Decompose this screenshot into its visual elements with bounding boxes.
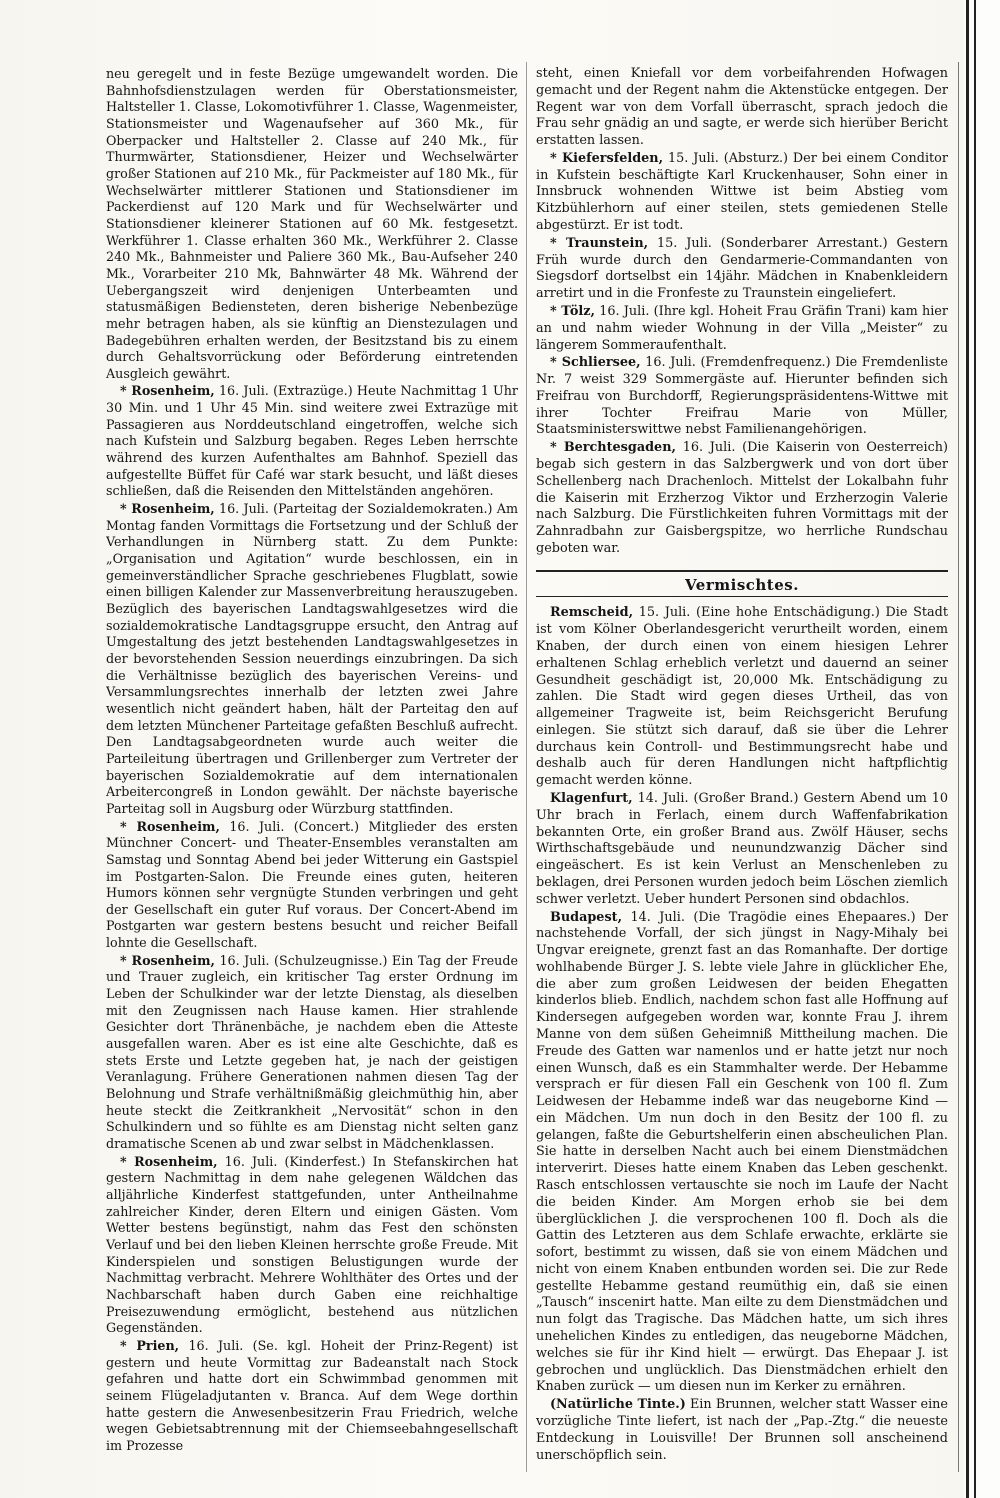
article-continuation: neu geregelt und in feste Bezüge umgewandelt worden. Die Bahnhofsdienstzulagen werden für Oberstationsmeister, Haltsteller 1. Classe, Lokomotivführer 1. Classe, Wagenmeister, Stationsmeister und Wagenaufseher auf 360 Mk., für Oberpacker und Haltsteller 2. Classe auf 240 Mk., für Thurmwärter, Stationsdiener, Heizer und Wechselwärter großer Stationen auf 210 Mk., für Packmeister auf 180 Mk., für Wechselwärter mittlerer Stationen und Stationsdiener im Packerdienst auf 120 Mark und für Wechselwärter und Stationsdiener kleinerer Stationen auf 60 Mk. festgesetzt. Werkführer 1. Classe erhalten 360 Mk., Werkführer 2. Classe 240 Mk., Bahnmeister und Paliere 360 Mk., Bau-Aufseher 240 Mk., Vorarbeiter 210 Mk, Bahnwärter 48 Mk. Während der Uebergangszeit wird denjenigen Unterbeamten und statusmäßigen Bediensteten, deren bisherige Nebenbezüge mehr betragen haben, als sie künftig an Dienstezulagen und Badegebühren erhalten werden, der Besitzstand bis zu einem durch Gehaltsvorrückung oder Beförderung eintretenden Ausgleich gewährt. <box>106 66 518 381</box>
article-dateline: * Schliersee, <box>550 355 641 371</box>
article-rosenheim-parteitag <box>106 501 518 817</box>
article-dateline: * Berchtesgaden, <box>550 440 676 456</box>
article-traunstein <box>536 236 948 303</box>
article-body: 14. Juli. (Die Tragödie eines Ehepaares.) Der nachstehende Vorfall, der sich jüngst in Nagy-Mihaly bei Ungvar ereignete, grenzt fast an das Romanhafte. Der dortige wohlhabende Bürger J. S. lebte viele Jahre in glücklicher Ehe, die aber zum großen Leidwesen der beiden Ehegatten kinderlos blieb. Endlich, nachdem schon fast alle Hoffnung auf Kindersegen aufgegeben worden war, konnte Frau J. ihrem Manne von dem süßen Geheimniß Mittheilung machen. Die Freude des Gatten war namenlos und er hatte jetzt nur noch einen Wunsch, daß es ein Stammhalter werde. Der Hebamme versprach er für diesen Fall ein Geschenk von 100 fl. Zum Leidwesen der Hebamme indeß war das neugeborne Kind — ein Mädchen. Um nun doch in den Besitz der 100 fl. zu gelangen, faßte die Geburtshelferin einen abscheulichen Plan. Sie hatte in derselben Nacht auch bei einem Dienstmädchen interverirt. Dieses hatte einem Knaben das Leben geschenkt. Rasch entschlossen vertauschte sie noch im Laufe der Nacht die beiden Kinder. Am Morgen erhob sie bei dem überglücklichen J. die versprochenen 100 fl. Doch als die Gattin des Letzteren aus dem Schlafe erwachte, erklärte sie sofort, bestimmt zu wissen, daß sie von einem Mädchen und nicht von einem Knaben entbunden worden sei. Die zur Rede gestellte Hebamme gestand reumüthig ein, daß sie einen „Tausch“ inscenirt hatte. Man eilte zu dem Dienstmädchen und nun folgt das Tragische. Das Mädchen hatte, um sich ihres unehelichen Kindes zu entledigen, das neugeborne Mädchen, welches sie für ihr Kind hielt — erwürgt. Das Ehepaar J. ist gebrochen und unglücklich. Das Dienstmädchen erhielt den Knaben zurück — um diesen nun im Kerker zu ernähren. <box>536 909 948 1395</box>
article-body: 16. Juli. (Parteitag der Sozialdemokraten.) Am Montag fanden Vormittags die Fortsetzung und der Schluß der Verhandlungen in Nürnberg statt. Zu dem Punkte: „Organisation und Agitation“ wurde beschlossen, ein in gemeinverständlicher Sprache geschriebenes Flugblatt, sowie einen billigen Kalender zur Massenverbreitung herauszugeben. Bezüglich des bayerischen Landtagswahlgesetzes wird die sozialdemokratische Landtagsgruppe ersucht, den Antrag auf Umgestaltung des jetzt bestehenden Landtagswahlgesetzes in der bevorstehenden Session neuerdings einzubringen. Da sich die Verhältnisse bezüglich des bayerischen Vereins- und Versammlungsrechtes innerhalb der letzten zwei Jahre wesentlich nicht geändert haben, hält der Parteitag den auf dem letzten Münchener Parteitage gefaßten Beschluß aufrecht. Den Landtagsabgeordneten wurde auch weiter die Parteileitung übertragen und Grillenberger zum Vertreter der bayerischen Sozialdemokratie auf dem internationalen Arbeitercongreß in London gewählt. Der nächste bayerische Parteitag soll in Augsburg oder Würzburg stattfinden. <box>106 501 518 816</box>
section-heading: Vermischtes. <box>536 570 948 598</box>
article-schliersee <box>536 355 948 439</box>
column-divider <box>526 62 527 1472</box>
article-rosenheim-schulzeugnisse <box>106 953 518 1153</box>
article-dateline: (Natürliche Tinte.) <box>550 1397 686 1413</box>
article-remscheid <box>536 605 948 790</box>
article-body: 15. Juli. (Absturz.) Der bei einem Conditor in Kufstein beschäftigte Karl Kruckenhauser, Sohn einer in Innsbruck wohnenden Wittwe ist beim Abstieg vom Kitzbühlerhorn auf einer steilen, stets gemiedenen Stelle abgestürzt. Er ist todt. <box>536 150 948 234</box>
right-column <box>536 66 948 1478</box>
article-budapest <box>536 910 948 1397</box>
article-body: 16. Juli. (Ihre kgl. Hoheit Frau Gräfin Trani) kam hier an und nahm wieder Wohnung in der Villa „Meister“ zu längerem Sommeraufenthalt. <box>536 303 948 353</box>
article-klagenfurt <box>536 791 948 908</box>
binding-edge-line <box>966 0 969 1498</box>
article-prien <box>106 1338 518 1455</box>
article-dateline: Budapest, <box>550 909 623 925</box>
article-continuation: steht, einen Kniefall vor dem vorbeifahrenden Hofwagen gemacht und der Regent nahm die Aktenstücke entgegen. Der Regent war von dem Vorfall überrascht, sprach jedoch die Frau sehr gnädig an und sagte, er werde sich hierüber Bericht erstatten lassen. <box>536 66 948 149</box>
article-body: 16. Juli. (Schulzeugnisse.) Ein Tag der Freude und Trauer zugleich, ein kritischer Tag erster Ordnung im Leben der Schulkinder war der letzte Dienstag, als dieselben mit den Zeugnissen nach Hause kamen. Hier strahlende Gesichter dort Thränenbäche, je nachdem eben die Atteste ausgefallen waren. Aber es ist eine alte Geschichte, daß es stets Erste und Letzte gegeben hat, je nach der geistigen Veranlagung. Frühere Generationen nahmen diesen Tag der Belohnung und Strafe verhältnißmäßig gleichmüthig hin, aber heute steckt die Zeitkrankheit „Nervosität“ schon in den Schulkindern und so fühlte es am Dienstag nicht selten ganz dramatische Scenen ab und zwar selbst in Mädchenklassen. <box>106 952 518 1151</box>
article-dateline: Klagenfurt, <box>550 791 633 807</box>
article-dateline: * Prien, <box>120 1337 180 1353</box>
article-rosenheim-concert <box>106 819 518 952</box>
article-body: 15. Juli. (Eine hohe Entschädigung.) Die Stadt ist vom Kölner Oberlandesgericht verurtheilt worden, einem Knaben, der durch einen von einem hiesigen Lehrer erhaltenen Schlag erheblich verletzt und dauernd an seiner Gesundheit geschädigt ist, 20,000 Mk. Entschädigung zu zahlen. Die Stadt wird gegen dieses Urtheil, das von allgemeiner Tragweite ist, beim Reichsgericht Berufung einlegen. Sie stützt sich darauf, daß sie über die Lehrer durchaus kein Controll- und Bestimmungsrecht habe und deshalb auch für deren Handlungen nicht haftpflichtig gemacht werden könne. <box>536 605 948 789</box>
article-body: 16. Juli. (Concert.) Mitglieder des ersten Münchner Concert- und Theater-Ensembles veranstalten am Samstag und Sonntag Abend bei jeder Witterung ein Gastspiel im Postgarten-Salon. Die Freunde eines guten, heiteren Humors können sehr vergnügte Stunden verbringen und geht der Gesellschaft ein guter Ruf voraus. Der Concert-Abend im Postgarten war gestern bestens besucht und reicher Beifall lohnte die Gesellschaft. <box>106 818 518 951</box>
article-dateline: * Rosenheim, <box>120 501 215 517</box>
article-rosenheim-kinderfest <box>106 1154 518 1337</box>
binding-edge-line-2 <box>974 0 976 1498</box>
left-column <box>106 66 518 1478</box>
article-dateline: * Rosenheim, <box>120 1153 218 1169</box>
article-body: 16. Juli. (Se. kgl. Hoheit der Prinz-Regent) ist gestern und heute Vormittag zur Badeanstalt nach Stock gefahren und hatte dort ein Schwimmbad genommen mit seinem Flügeladjutanten v. Branca. Auf dem Wege dorthin hatte gestern die Anwesenbesitzerin Frau Friedrich, welche wegen Gebietsabtrennung mit der Chiemseebahngesellschaft im Prozesse <box>106 1337 518 1453</box>
page-edge-rule <box>958 62 959 1472</box>
page-margin-right <box>964 0 1000 1498</box>
article-kiefersfelden <box>536 151 948 235</box>
article-dateline: * Rosenheim, <box>120 952 215 968</box>
article-dateline: * Traunstein, <box>550 235 649 251</box>
article-body: 16. Juli. (Extrazüge.) Heute Nachmittag 1 Uhr 30 Min. und 1 Uhr 45 Min. sind weitere zwei Extrazüge mit Passagieren aus Norddeutschland eingetroffen, welche sich nach Kufstein und Salzburg begaben. Reges Leben herrschte während des kurzen Aufenthaltes am Bahnhof. Speziell das aufgestellte Büffet für Café war stark besucht, und läßt dieses schließen, daß die Reisenden den Mittelständen angehören. <box>106 383 518 499</box>
article-body: 16. Juli. (Fremdenfrequenz.) Die Fremdenliste Nr. 7 weist 329 Sommergäste auf. Hierunter befinden sich Freifrau von Burchdorff, Regierungspräsidentens-Wittwe mit ihrer Tochter Freifrau Marie von Müller, Staatsministerswittwe nebst Familienangehörigen. <box>536 355 948 438</box>
article-dateline: * Rosenheim, <box>120 818 220 834</box>
article-rosenheim-extrazuege <box>106 383 518 500</box>
article-dateline: * Tölz, <box>550 303 595 319</box>
article-dateline: * Rosenheim, <box>120 383 215 399</box>
article-berchtesgaden <box>536 440 948 557</box>
article-body: 14. Juli. (Großer Brand.) Gestern Abend um 10 Uhr brach in Ferlach, einem durch Waffenfabrikation bekannten Orte, ein großer Brand aus. Zwölf Häuser, sechs Wirthschaftsgebäude und neunundzwanzig Dächer sind eingeäschert. Es ist kein Verlust an Menschenleben zu beklagen, drei Personen wurden jedoch beim Löschen ziemlich schwer verletzt. Ueber hundert Personen sind obdachlos. <box>536 791 948 907</box>
article-toelz <box>536 304 948 354</box>
article-body: 16. Juli. (Kinderfest.) In Stefanskirchen hat gestern Nachmittag in dem nahe gelegenen Wäldchen das alljährliche Kinderfest stattgefunden, unter Antheilnahme zahlreicher Kinder, deren Eltern und einigen Gästen. Vom Wetter bestens begünstigt, nahm das Fest den schönsten Verlauf und bei den lieben Kleinen herrschte große Freude. Mit Kinderspielen und sonstigen Belustigungen wurde der Nachmittag verbracht. Mehrere Wohlthäter des Ortes und der Nachbarschaft haben durch Gaben eine reichhaltige Preisezuwendung ermöglicht, bestehend aus nützlichen Gegenständen. <box>106 1153 518 1336</box>
article-natuerliche-tinte <box>536 1397 948 1464</box>
article-body: Ein Brunnen, welcher statt Wasser eine vorzügliche Tinte liefert, ist nach der „Pap.-Ztg.“ die neueste Entdeckung in Louisville! Der Brunnen soll anscheinend unerschöpflich sein. <box>536 1397 948 1463</box>
article-body: 16. Juli. (Die Kaiserin von Oesterreich) begab sich gestern in das Salzbergwerk und von dort über Schellenberg nach Drachenloch. Mittelst der Lokalbahn fuhr die Kaiserin mit Erzherzog Viktor und Erzherzogin Valerie nach Salzburg. Die Fürstlichkeiten fuhren Vormittags mit der Zahnradbahn zur Gaisbergspitze, wo herrliche Rundschau geboten war. <box>536 440 948 556</box>
article-dateline: * Kiefersfelden, <box>550 150 664 166</box>
article-dateline: Remscheid, <box>550 605 634 621</box>
article-body: 15. Juli. (Sonderbarer Arrestant.) Gestern Früh wurde durch den Gendarmerie-Commandanten von Siegsdorf dortselbst ein 14jähr. Mädchen in Knabenkleidern arretirt und in die Fronfeste zu Traunstein eingeliefert. <box>536 235 948 302</box>
